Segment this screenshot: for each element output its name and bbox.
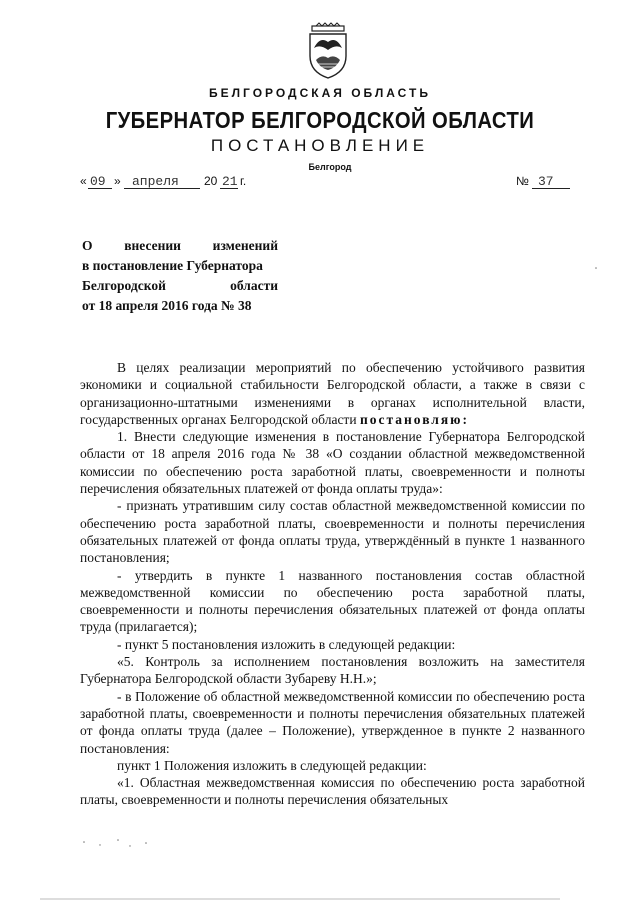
paragraph-clause-5: - пункт 5 постановления изложить в следующей редакции: — [117, 636, 456, 652]
governor-title: ГУБЕРНАТОР БЕЛГОРОДСКОЙ ОБЛАСТИ — [105, 107, 535, 133]
date-open-quote: « — [80, 174, 87, 188]
date-close-quote: » — [114, 174, 121, 188]
paragraph-approve: - утвердить в пункте 1 названного постановления состав областной межведомственной комиссии по обеспечению роста заработной платы, своевременности и полноты перечисления обязательных платежей от фонда оплаты труда (прилагается); — [80, 567, 585, 635]
number-label: № — [516, 174, 529, 188]
paragraph-preamble: В целях реализации мероприятий по обеспечению устойчивого развития экономики и социальной стабильности Белгородской области, а также в связи с организационно-штатными изменениями в органах исполнительной власти, государственных органах Белгородской области постановляю: — [80, 360, 585, 427]
city-name: Белгород — [308, 162, 352, 172]
year-underline — [220, 188, 238, 189]
month-underline — [124, 188, 200, 189]
paragraph-regulation: - в Положение об областной межведомственной комиссии по обеспечению роста заработной платы, своевременности и полноты перечисления обязательных платежей от фонда оплаты труда (далее – Положение), утвержденное в пункте 2 названного постановления: — [80, 688, 585, 756]
number-underline — [532, 188, 570, 189]
subject-line-1: О внесении изменений — [82, 238, 278, 253]
decree-verb: постановляю: — [359, 411, 469, 427]
decree-number: 37 — [538, 174, 554, 189]
subject-line-3: Белгородской области — [82, 278, 278, 293]
day-underline — [88, 188, 112, 189]
subject-line-4: от 18 апреля 2016 года № 38 — [82, 298, 252, 313]
region-name: БЕЛГОРОДСКАЯ ОБЛАСТЬ — [209, 86, 431, 100]
coat-of-arms-emblem — [306, 22, 350, 80]
date-year-prefix: 20 — [204, 174, 218, 188]
date-year-mark: г. — [240, 174, 247, 188]
date-month: апреля — [132, 174, 179, 189]
document-type: ПОСТАНОВЛЕНИЕ — [210, 136, 430, 155]
subject-line-2: в постановление Губернатора — [82, 258, 263, 273]
paragraph-clause-5-text: «5. Контроль за исполнением постановления возложить на заместителя Губернатора Белгородской области Зубареву Н.Н.»; — [80, 654, 585, 687]
paragraph-item-1: 1. Внести следующие изменения в постановление Губернатора Белгородской области от 18 апреля 2016 года № 38 «О создании областной межведомственной комиссии по обеспечению роста заработной платы, своевременности и полноты перечисления обязательных платежей от фонда оплаты труда»: — [80, 429, 585, 497]
decree-subject — [82, 236, 278, 316]
decree-body — [80, 359, 585, 809]
date-year-suffix: 21 — [222, 174, 238, 189]
date-number-line — [80, 174, 560, 192]
date-day: 09 — [90, 174, 106, 189]
paragraph-regulation-item-1-text: «1. Областная межведомственная комиссия по обеспечению роста заработной платы, своевременности и полноты перечисления обязательных — [80, 775, 585, 808]
paragraph-repeal: - признать утратившим силу состав областной межведомственной комиссии по обеспечению роста заработной платы, своевременности и полноты перечисления обязательных платежей от фонда оплаты труда, утверждённый в пункте 1 названного постановления; — [80, 498, 585, 566]
paragraph-regulation-item-1: пункт 1 Положения изложить в следующей редакции: — [117, 757, 427, 773]
